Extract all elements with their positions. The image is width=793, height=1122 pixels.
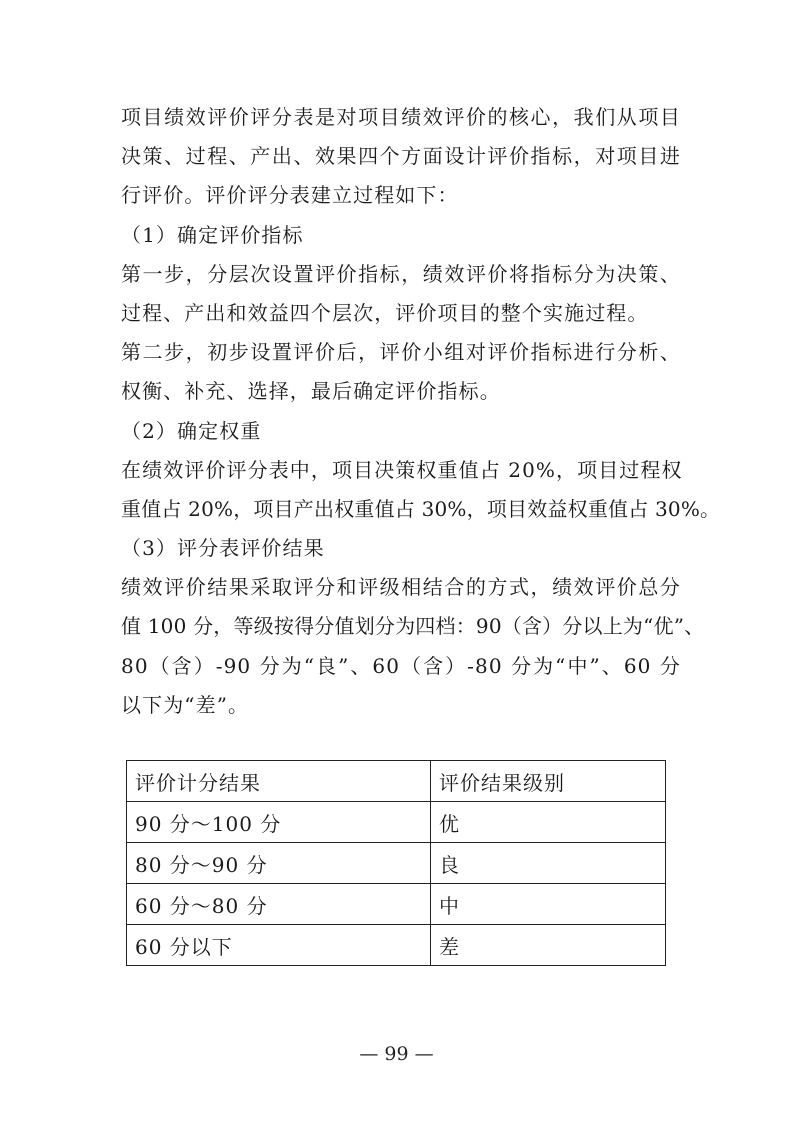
table-header-cell: 评价计分结果 [127, 761, 431, 802]
section-heading: （2）确定权重 [121, 418, 262, 443]
table-header-cell: 评价结果级别 [431, 761, 666, 802]
table-cell: 60 分～80 分 [127, 884, 431, 925]
table-row [127, 884, 666, 925]
table-row [127, 802, 666, 843]
paragraph-line: 过程、产出和效益四个层次，评价项目的整个实施过程。 [121, 300, 649, 325]
paragraph-line: 重值占 20%，项目产出权重值占 30%，项目效益权重值占 30%。 [121, 496, 721, 521]
body-text [121, 98, 721, 725]
paragraph-line: 决策、过程、产出、效果四个方面设计评价指标，对项目进 [121, 144, 681, 169]
section-heading: （3）评分表评价结果 [121, 536, 325, 561]
table-cell: 优 [431, 802, 666, 843]
table-cell: 60 分以下 [127, 925, 431, 966]
paragraph-line: 在绩效评价评分表中，项目决策权重值占 20%，项目过程权 [121, 457, 683, 482]
table-header-row [127, 761, 666, 802]
paragraph-line: 值 100 分，等级按得分值划分为四档：90（含）分以上为“优”、 [121, 614, 705, 639]
table-row [127, 925, 666, 966]
table-cell: 80 分～90 分 [127, 843, 431, 884]
grade-table [126, 760, 666, 966]
paragraph-line: 绩效评价结果采取评分和评级相结合的方式，绩效评价总分 [121, 575, 681, 600]
section-heading: （1）确定评价指标 [121, 222, 304, 247]
paragraph-line: 第二步，初步设置评价后，评价小组对评价指标进行分析、 [121, 340, 681, 365]
paragraph-line: 权衡、补充、选择，最后确定评价指标。 [121, 379, 501, 404]
table-row [127, 843, 666, 884]
paragraph-line: 行评价。评价评分表建立过程如下： [121, 183, 459, 208]
table-cell: 中 [431, 884, 666, 925]
paragraph-line: 80（含）-90 分为“良”、60（含）-80 分为“中”、60 分 [121, 653, 681, 678]
table-cell: 良 [431, 843, 666, 884]
page-number: — 99 — [359, 1043, 434, 1065]
paragraph-line: 以下为“差”。 [121, 692, 250, 717]
paragraph-line: 第一步，分层次设置评价指标，绩效评价将指标分为决策、 [121, 261, 681, 286]
table-cell: 差 [431, 925, 666, 966]
table-cell: 90 分～100 分 [127, 802, 431, 843]
paragraph-line: 项目绩效评价评分表是对项目绩效评价的核心，我们从项目 [121, 105, 681, 129]
